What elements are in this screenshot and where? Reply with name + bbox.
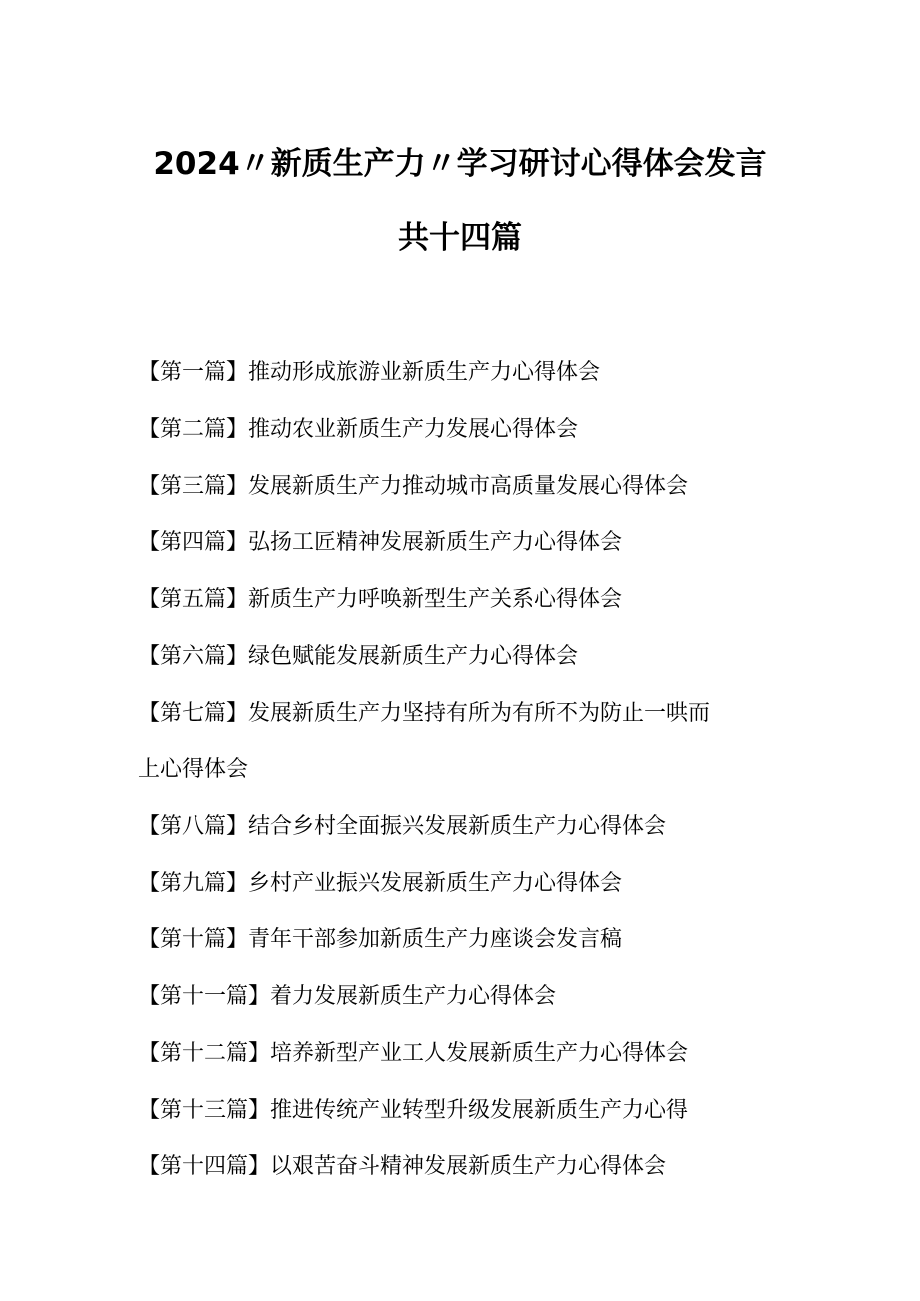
toc-item-7-continuation: 上心得体会 <box>138 757 249 782</box>
toc-item-4: 【第四篇】弘扬工匠精神发展新质生产力心得体会 <box>138 530 623 555</box>
document-title-line-2: 共十四篇 <box>398 220 522 256</box>
toc-item-3: 【第三篇】发展新质生产力推动城市高质量发展心得体会 <box>138 474 689 499</box>
toc-item-12: 【第十二篇】培养新型产业工人发展新质生产力心得体会 <box>138 1041 689 1066</box>
toc-item-13: 【第十三篇】推进传统产业转型升级发展新质生产力心得 <box>138 1098 689 1123</box>
toc-item-5: 【第五篇】新质生产力呼唤新型生产关系心得体会 <box>138 587 623 612</box>
toc-item-8: 【第八篇】结合乡村全面振兴发展新质生产力心得体会 <box>138 814 667 839</box>
toc-item-6: 【第六篇】绿色赋能发展新质生产力心得体会 <box>138 644 579 669</box>
document-title-line-1: 2024〃新质生产力〃学习研讨心得体会发言 <box>153 146 767 182</box>
toc-item-11: 【第十一篇】着力发展新质生产力心得体会 <box>138 984 557 1009</box>
toc-item-14: 【第十四篇】以艰苦奋斗精神发展新质生产力心得体会 <box>138 1154 667 1179</box>
toc-item-1: 【第一篇】推动形成旅游业新质生产力心得体会 <box>138 360 601 385</box>
toc-item-2: 【第二篇】推动农业新质生产力发展心得体会 <box>138 417 579 442</box>
toc-item-10: 【第十篇】青年干部参加新质生产力座谈会发言稿 <box>138 927 623 952</box>
toc-item-9: 【第九篇】乡村产业振兴发展新质生产力心得体会 <box>138 871 623 896</box>
toc-item-7: 【第七篇】发展新质生产力坚持有所为有所不为防止一哄而 <box>138 701 711 726</box>
